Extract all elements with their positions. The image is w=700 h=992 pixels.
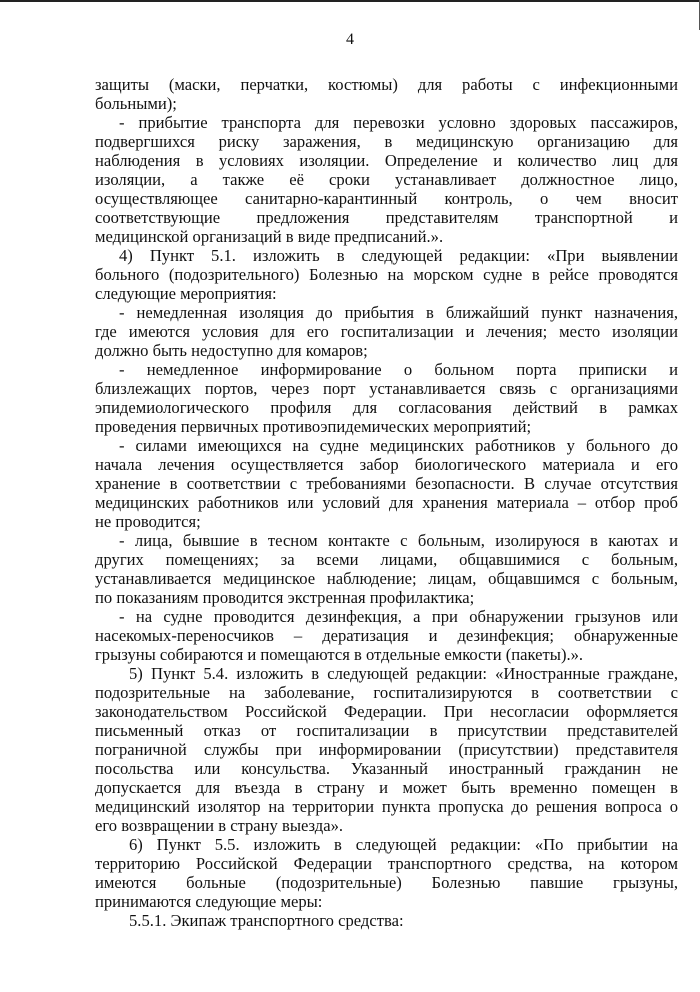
text-line: имеются больные (подозрительные) Болезнью павшие грызуны, <box>95 873 678 892</box>
text-line: начала лечения осуществляется забор биологического материала и его <box>95 455 678 474</box>
text-line: территорию Российской Федерации транспортного средства, на котором <box>95 854 678 873</box>
text-line: эпидемиологического профиля для согласования действий в рамках <box>95 398 678 417</box>
text-line: подвергшихся риску заражения, в медицинскую организацию для <box>95 132 678 151</box>
text-line: устанавливается медицинское наблюдение; лицам, общавшимся с больным, <box>95 569 678 588</box>
text-line: больными); <box>95 94 177 113</box>
text-line: 6) Пункт 5.5. изложить в следующей редакции: «По прибытии на <box>129 835 678 854</box>
text-line: - прибытие транспорта для перевозки условно здоровых пассажиров, <box>119 113 678 132</box>
text-line: - немедленное информирование о больном порта приписки и <box>119 360 678 379</box>
text-line: посольства или консульства. Указанный иностранный гражданин не <box>95 759 678 778</box>
text-line: письменный отказ от госпитализации в присутствии представителей <box>95 721 678 740</box>
text-line: должно быть недоступно для комаров; <box>95 341 368 360</box>
text-line: - на судне проводится дезинфекция, а при обнаружении грызунов или <box>119 607 678 626</box>
text-line: - силами имеющихся на судне медицинских работников у больного до <box>119 436 678 455</box>
text-line: принимаются следующие меры: <box>95 892 323 911</box>
text-line: 5.5.1. Экипаж транспортного средства: <box>129 911 404 930</box>
text-line: пограничной службы при информировании (присутствии) представителя <box>95 740 678 759</box>
page-number: 4 <box>346 31 354 48</box>
text-line: медицинских работников или условий для хранения материала – отбор проб <box>95 493 678 512</box>
text-line: защиты (маски, перчатки, костюмы) для работы с инфекционными <box>95 75 678 94</box>
text-line: где имеются условия для его госпитализации и лечения; место изоляции <box>95 322 678 341</box>
text-line: законодательством Российской Федерации. При несогласии оформляется <box>95 702 678 721</box>
text-line: допускается для въезда в страну и может быть временно помещен в <box>95 778 678 797</box>
text-line: медицинской организаций в виде предписаний.». <box>95 227 444 246</box>
text-line: соответствующие предложения представителям транспортной и <box>95 208 678 227</box>
text-line: по показаниям проводится экстренная профилактика; <box>95 588 475 607</box>
text-line: изоляции, а также её сроки устанавливает должностное лицо, <box>95 170 678 189</box>
text-line: больного (подозрительного) Болезнью на морском судне в рейсе проводятся <box>95 265 678 284</box>
text-line: хранение в соответствии с требованиями безопасности. В случае отсутствия <box>95 474 678 493</box>
text-line: насекомых-переносчиков – дератизация и дезинфекция; обнаруженные <box>95 626 678 645</box>
text-line: - лица, бывшие в тесном контакте с больным, изолируюся в каютах и <box>119 531 678 550</box>
text-line: 4) Пункт 5.1. изложить в следующей редакции: «При выявлении <box>119 246 678 265</box>
text-line: не проводится; <box>95 512 201 531</box>
text-line: грызуны собираются и помещаются в отдельные емкости (пакеты).». <box>95 645 584 664</box>
text-line: других помещениях; за всеми лицами, общавшимися с больным, <box>95 550 678 569</box>
text-line: близлежащих портов, через порт устанавливается связь с организациями <box>95 379 678 398</box>
text-line: медицинский изолятор на территории пункта пропуска до решения вопроса о <box>95 797 678 816</box>
text-line: его возвращении в страну выезда». <box>95 816 344 835</box>
document-body <box>95 75 678 930</box>
text-line: наблюдения в условиях изоляции. Определение и количество лиц для <box>95 151 678 170</box>
text-line: - немедленная изоляция до прибытия в ближайший пункт назначения, <box>119 303 678 322</box>
text-line: проведения первичных противоэпидемических мероприятий; <box>95 417 532 436</box>
text-line: подозрительные на заболевание, госпитализируются в соответствии с <box>95 683 678 702</box>
scan-edge-top <box>0 0 700 2</box>
text-line: осуществляющее санитарно-карантинный контроль, о чем вносит <box>95 189 678 208</box>
text-line: 5) Пункт 5.4. изложить в следующей редакции: «Иностранные граждане, <box>129 664 678 683</box>
text-line: следующие мероприятия: <box>95 284 277 303</box>
